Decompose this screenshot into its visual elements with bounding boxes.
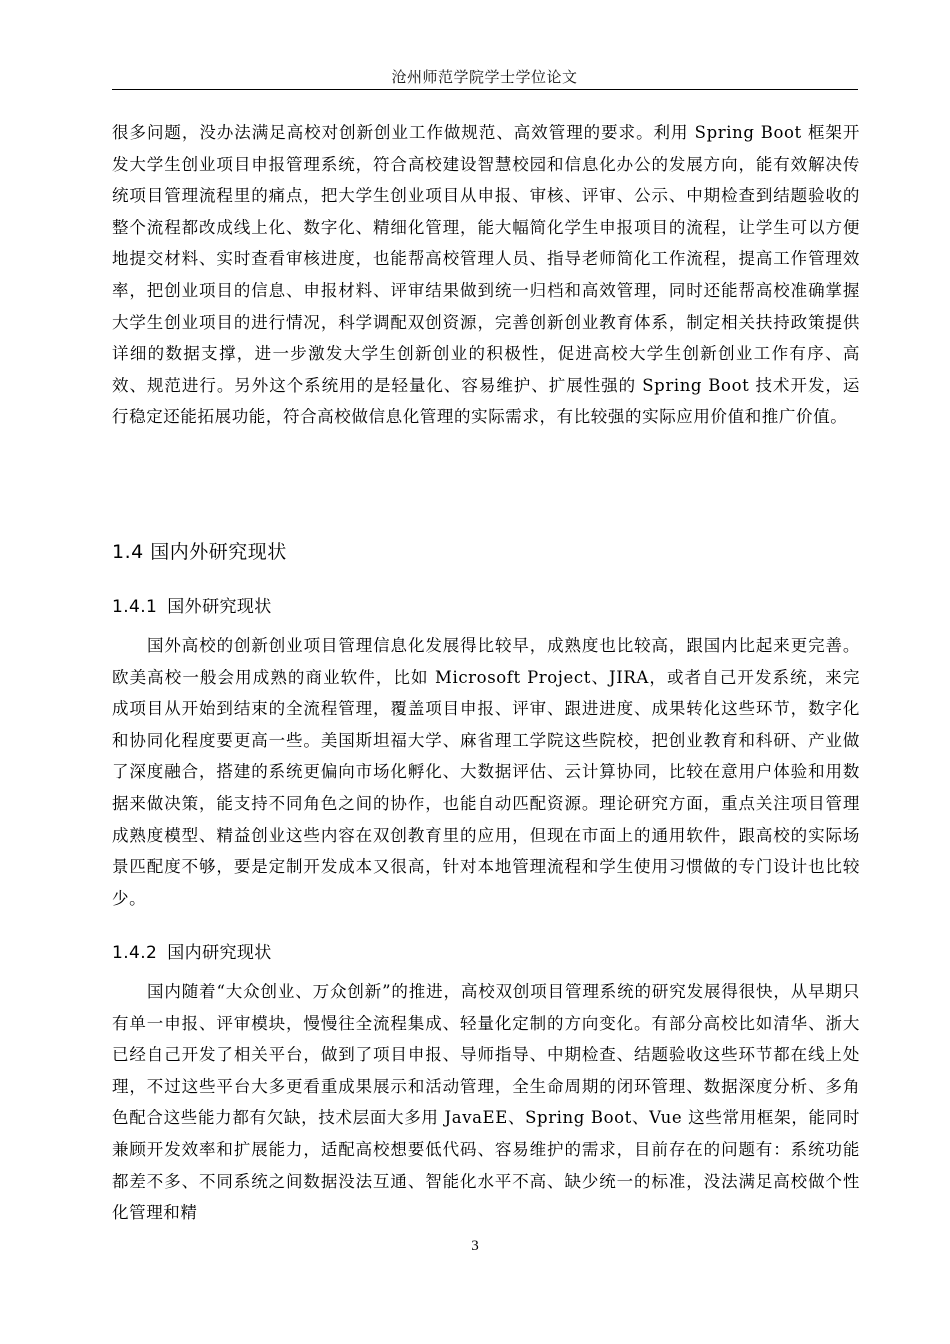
subsection-heading-1-4-1 [112,592,272,617]
running-header: 沧州师范学院学士学位论文 [391,68,578,86]
intro-paragraph: 很多问题，没办法满足高校对创新创业工作做规范、高效管理的要求。利用 Spring Boot 框架开发大学生创业项目申报管理系统，符合高校建设智慧校园和信息化办公的发展方向，能有效解决传统项目管理流程里的痛点，把大学生创业项目从申报、审核、评审、公示、中期检查到结题验收的整个流程都改成线上化、数字化、精细化管理，能大幅简化学生申报项目的流程，让学生可以方便地提交材料、实时查看审核进度，也能帮高校管理人员、指导老师简化工作流程，提高工作管理效率，把创业项目的信息、申报材料、评审结果做到统一归档和高效管理，同时还能帮高校准确掌握大学生创业项目的进行情况，科学调配双创资源，完善创新创业教育体系，制定相关扶持政策提供详细的数据支撑，进一步激发大学生创新创业的积极性，促进高校大学生创新创业工作有序、高效、规范进行。另外这个系统用的是轻量化、容易维护、扩展性强的 Spring Boot 技术开发，运行稳定还能拓展功能，符合高校做信息化管理的实际需求，有比较强的实际应用价值和推广价值。 [112,123,860,427]
header-rule [112,89,858,90]
subsection-title: 国外研究现状 [167,597,272,617]
subsection-number: 1.4.2 [112,943,158,963]
subsection-title: 国内研究现状 [167,943,272,963]
subsection-number: 1.4.1 [112,597,158,617]
foreign-research-paragraph: 国外高校的创新创业项目管理信息化发展得比较早，成熟度也比较高，跟国内比起来更完善。欧美高校一般会用成熟的商业软件，比如 Microsoft Project、JIRA，或者自己开发系统，来完成项目从开始到结束的全流程管理，覆盖项目申报、评审、跟进进度、成果转化这些环节，数字化和协同化程度要更高一些。美国斯坦福大学、麻省理工学院这些院校，把创业教育和科研、产业做了深度融合，搭建的系统更偏向市场化孵化、大数据评估、云计算协同，比较在意用户体验和用数据来做决策，能支持不同角色之间的协作，也能自动匹配资源。理论研究方面，重点关注项目管理成熟度模型、精益创业这些内容在双创教育里的应用，但现在市面上的通用软件，跟高校的实际场景匹配度不够，要是定制开发成本又很高，针对本地管理流程和学生使用习惯做的专门设计也比较少。 [112,636,860,908]
page-number: 3 [471,1238,479,1254]
section-heading-1-4: 1.4 国内外研究现状 [112,541,287,563]
subsection-heading-1-4-2 [112,938,272,963]
domestic-research-paragraph: 国内随着“大众创业、万众创新”的推进，高校双创项目管理系统的研究发展得很快，从早期只有单一申报、评审模块，慢慢往全流程集成、轻量化定制的方向变化。有部分高校比如清华、浙大已经自己开发了相关平台，做到了项目申报、导师指导、中期检查、结题验收这些环节都在线上处理，不过这些平台大多更看重成果展示和活动管理，全生命周期的闭环管理、数据深度分析、多角色配合这些能力都有欠缺，技术层面大多用 JavaEE、Spring Boot、Vue 这些常用框架，能同时兼顾开发效率和扩展能力，适配高校想要低代码、容易维护的需求，目前存在的问题有：系统功能都差不多、不同系统之间数据没法互通、智能化水平不高、缺少统一的标准，没法满足高校做个性化管理和精 [112,982,860,1223]
